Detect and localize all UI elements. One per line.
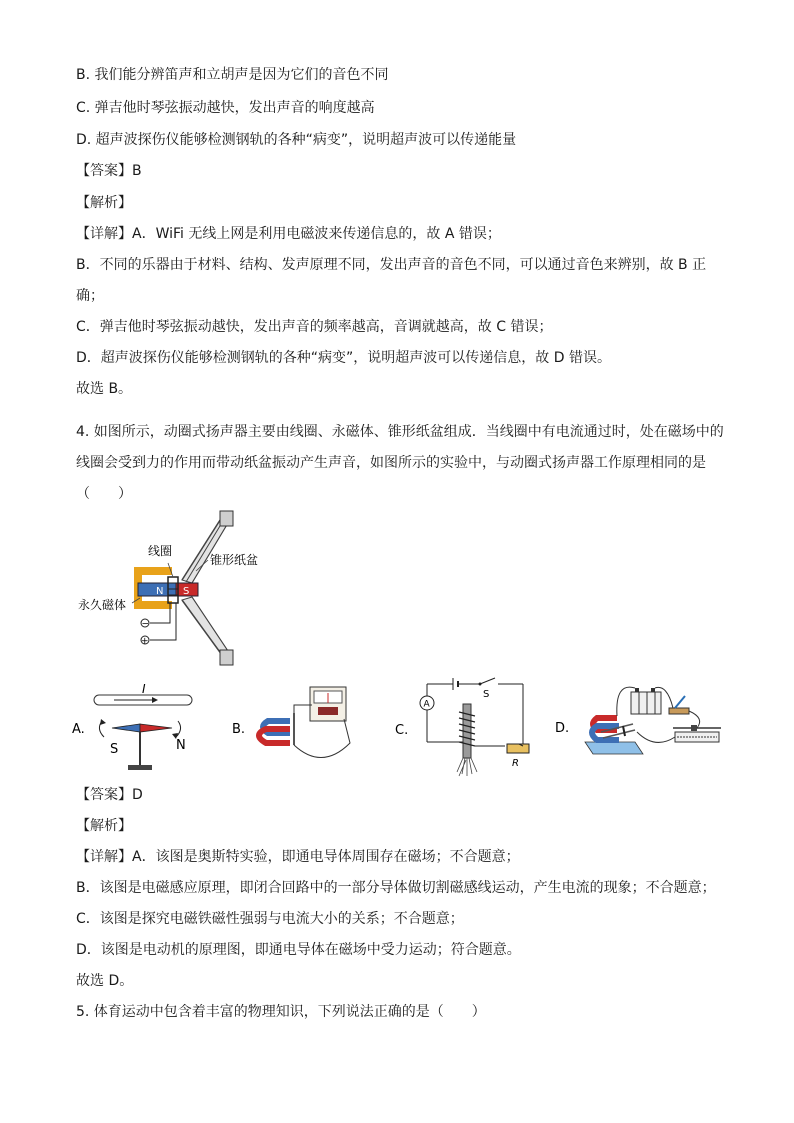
- q3-choose: 故选 B。: [76, 381, 133, 397]
- q3-detail-c: C．弹吉他时琴弦振动越快，发出声音的频率越高，音调就越高，故 C 错误；: [76, 319, 553, 335]
- q4-stem-line1: 4. 如图所示，动圈式扬声器主要由线圈、永磁体、锥形纸盆组成．当线圈中有电流通过时，处在磁场中的: [76, 424, 724, 440]
- q4-stem-line3: （ ）: [76, 486, 132, 502]
- q3-analysis-heading: 【解析】: [76, 195, 132, 211]
- q3-option-b: B. 我们能分辨笛声和立胡声是因为它们的音色不同: [76, 67, 389, 83]
- needle-n-label: N: [176, 738, 186, 753]
- current-label-i: I: [142, 682, 146, 696]
- speaker-figure: [78, 505, 300, 675]
- switch-label: S: [483, 689, 490, 700]
- q3-detail-b-line2: 确；: [76, 288, 104, 304]
- pole-s-label: S: [183, 586, 190, 597]
- q3-answer: 【答案】B: [76, 163, 142, 179]
- q4-answer: 【答案】D: [76, 787, 143, 803]
- q4-choose: 故选 D。: [76, 973, 134, 989]
- plus-terminal: +: [141, 636, 149, 647]
- coil-label: 线圈: [148, 544, 173, 558]
- option-b-figure: [232, 683, 362, 775]
- q4-detail-c: C．该图是探究电磁铁磁性强弱与电流大小的关系；不合题意；: [76, 911, 464, 927]
- magnet-label: 永久磁体: [78, 598, 127, 612]
- q4-detail-d: D．该图是电动机的原理图，即通电导体在磁场中受力运动；符合题意。: [76, 942, 521, 958]
- q4-detail-a: 【详解】A．该图是奥斯特实验，即通电导体周围存在磁场；不合题意；: [76, 849, 520, 865]
- needle-s-label: S: [110, 742, 119, 757]
- option-c-letter: C.: [395, 723, 409, 738]
- rheostat-label: R: [512, 758, 519, 769]
- option-a-figure: [72, 683, 202, 775]
- ammeter-label: A: [423, 699, 430, 710]
- minus-terminal: −: [141, 619, 150, 630]
- q3-detail-d: D．超声波探伤仪能够检测钢轨的各种“病变”，说明超声波可以传递信息，故 D 错误。: [76, 350, 611, 366]
- option-a-letter: A.: [72, 722, 85, 737]
- option-c-figure: [395, 672, 545, 780]
- q3-detail-b-line1: B．不同的乐器由于材料、结构、发声原理不同，发出声音的音色不同，可以通过音色来辨别，故 B 正: [76, 257, 707, 273]
- pole-n-label: N: [156, 586, 164, 597]
- q3-option-c: C. 弹吉他时琴弦振动越快，发出声音的响度越高: [76, 100, 375, 116]
- q5-stem: 5. 体育运动中包含着丰富的物理知识，下列说法正确的是（ ）: [76, 1004, 486, 1020]
- q4-stem-line2: 线圈会受到力的作用而带动纸盆振动产生声音，如图所示的实验中，与动圈式扬声器工作原理相同的是: [76, 455, 706, 471]
- option-b-letter: B.: [232, 722, 246, 737]
- q4-detail-b: B．该图是电磁感应原理，即闭合回路中的一部分导体做切割磁感线运动，产生电流的现象；不合题意；: [76, 880, 716, 896]
- q3-detail-a: 【详解】A．WiFi 无线上网是利用电磁波来传递信息的，故 A 错误；: [76, 226, 501, 242]
- cone-label: 锥形纸盆: [210, 553, 259, 567]
- q4-analysis-heading: 【解析】: [76, 818, 132, 834]
- option-d-letter: D.: [555, 721, 570, 736]
- q3-option-d: D. 超声波探伤仪能够检测钢轨的各种“病变”，说明超声波可以传递能量: [76, 132, 517, 148]
- option-d-figure: [555, 680, 730, 775]
